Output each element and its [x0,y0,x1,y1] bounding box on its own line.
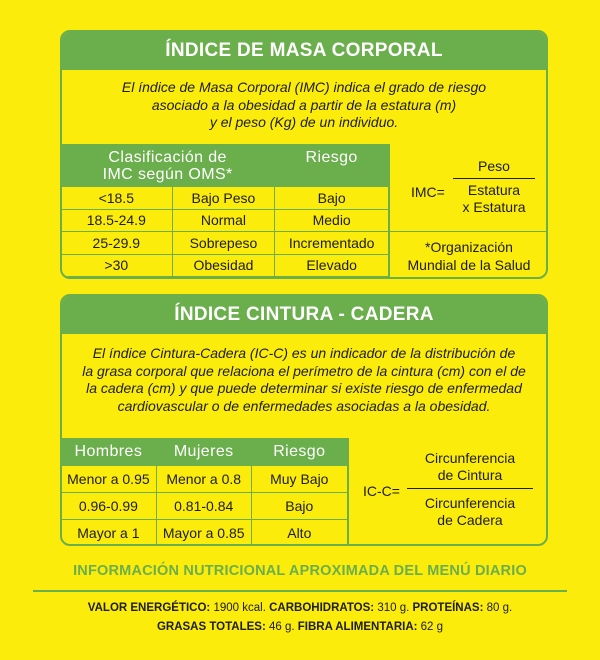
icc-table [60,438,348,546]
imc-card [60,30,548,279]
icc-men-cell: Mayor a 1 [61,520,157,547]
carbs-label: CARBOHIDRATOS: [269,602,375,614]
imc-class-cell: Obesidad [172,254,275,277]
imc-risk-cell: Incrementado [275,232,389,255]
icc-card [60,294,548,546]
imc-formula-fraction [453,158,535,216]
icc-risk-cell: Bajo [251,493,347,520]
imc-classification-header: Clasificación de IMC según OMS* [61,145,275,187]
imc-formula-lhs: IMC= [411,184,445,200]
icc-formula-fraction [407,450,533,529]
fat-label: GRASAS TOTALES: [156,621,266,633]
icc-men-cell: Menor a 0.95 [61,466,157,493]
imc-range-cell: 25-29.9 [61,232,173,255]
nutrition-line-2 [0,621,600,633]
icc-title: ÍNDICE CINTURA - CADERA [62,296,546,334]
fiber-label: FIBRA ALIMENTARIA: [297,621,418,633]
icc-women-cell: Menor a 0.8 [156,466,251,493]
imc-formula-denominator-1: Estatura [467,182,521,198]
icc-risk-header: Riesgo [251,439,347,466]
oms-footnote: *Organización Mundial de la Salud [407,239,531,273]
imc-formula-numerator: Peso [478,158,510,174]
icc-risk-cell: Alto [251,520,347,547]
divider [33,590,567,592]
icc-formula-denominator-2: de Cadera [437,512,503,528]
imc-table [60,144,389,277]
imc-formula [390,144,548,232]
icc-formula-lhs: IC-C= [363,483,400,499]
imc-range-cell: >30 [61,254,173,277]
fat-value: 46 g. [269,621,295,633]
table-row [61,232,389,255]
table-row [61,254,389,277]
icc-men-header: Hombres [61,439,157,466]
icc-risk-cell: Muy Bajo [251,466,347,493]
imc-title: ÍNDICE DE MASA CORPORAL [62,32,546,70]
table-row [61,187,389,210]
nutrition-line-1 [0,602,600,614]
imc-formula-denominator-2: x Estatura [462,199,526,215]
imc-formula-panel [389,144,548,279]
fraction-bar [453,178,535,179]
imc-range-cell: <18.5 [61,187,173,210]
table-row [61,493,348,520]
icc-women-cell: Mayor a 0.85 [156,520,251,547]
icc-formula-panel [348,438,548,546]
protein-label: PROTEÍNAS: [412,602,484,614]
protein-value: 80 g. [486,602,513,614]
imc-class-cell: Sobrepeso [172,232,275,255]
icc-women-header: Mujeres [156,439,251,466]
imc-risk-cell: Bajo [275,187,389,210]
icc-description: El índice Cintura-Cadera (IC-C) es un indicador de la distribución de la grasa corporal que relaciona el perímetro de la cintura (cm) con el de la cadera (cm) y que puede determinar si existe riesgo de enfermedad cardiovascular o de enfermedades asociadas a la obesidad. [82,345,526,414]
energy-value: 1900 kcal. [213,602,266,614]
icc-formula-numerator-2: de Cintura [437,467,503,483]
energy-label: VALOR ENERGÉTICO: [87,602,211,614]
icc-men-cell: 0.96-0.99 [61,493,157,520]
fraction-bar [407,488,533,489]
table-row [61,466,348,493]
table-row [61,520,348,547]
imc-class-cell: Normal [172,209,275,232]
icc-table-header [61,439,348,466]
imc-range-cell: 18.5-24.9 [61,209,173,232]
imc-description: El índice de Masa Corporal (IMC) indica el grado de riesgo asociado a la obesidad a partir de la estatura (m) y el peso (Kg) de un individuo. [121,79,487,130]
imc-risk-cell: Medio [275,209,389,232]
icc-women-cell: 0.81-0.84 [156,493,251,520]
fiber-value: 62 g [420,621,444,633]
imc-table-header [61,145,389,187]
carbs-value: 310 g. [377,602,410,614]
icc-formula-numerator-1: Circunferencia [424,450,516,466]
imc-risk-header: Riesgo [275,145,389,187]
nutrition-summary-title: INFORMACIÓN NUTRICIONAL APROXIMADA DEL MENÚ DIARIO [73,563,527,579]
icc-formula-denominator-1: Circunferencia [424,495,516,511]
table-row [61,209,389,232]
imc-class-cell: Bajo Peso [172,187,275,210]
imc-risk-cell: Elevado [275,254,389,277]
